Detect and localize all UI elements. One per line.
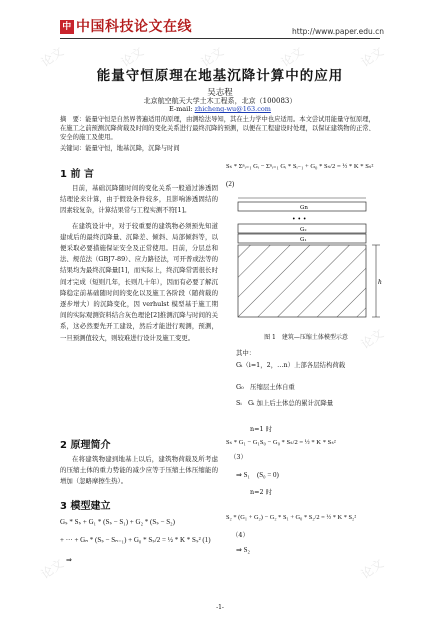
email-label: E-mail: (169, 105, 193, 113)
abstract: 摘 要：能量守恒是自然界普遍适用的原理，由测绘法导知，其在土力学中也应适用。本文尝试用能量守恒原理，在施工之前预测沉降荷载及时间的变化关系进行最终沉降的预测，以便在工程建设时处理，以保证建筑物的正常、安全的施工及使用。 (60, 116, 375, 141)
implies-symbol: ⇒ (66, 556, 72, 564)
equation-3: Sₛ * G₁ − G₁S₀ − G₀ * Sₛ/2 = ½ * K * Sₛ² (226, 439, 336, 446)
equation-3-number: （3） (230, 453, 247, 461)
where-g0: G₀ 压缩层土体自重 (236, 383, 295, 391)
layer-dots: • • • (292, 216, 307, 223)
case-n2: n=2 时 (250, 488, 272, 496)
watermark: 论文 (198, 44, 227, 70)
email-link[interactable]: zhicheng-wu@163.com (194, 105, 271, 113)
paper-email (60, 105, 380, 113)
equation-2-number: (2) (226, 180, 235, 188)
section-heading-3: 3 模型建立 (60, 501, 111, 512)
paragraph: 目前，基础沉降随时间的变化关系一般通过渗透固结理论来计算，由于假设条件较多，且影响渗透固结的因素较复杂，计算结果常与工程实测不符[1]。 (60, 184, 218, 215)
layer-g2-label: G₂ (300, 227, 307, 233)
watermark: 论文 (118, 44, 147, 70)
where-s: Sᵢ Gᵢ 加上后土体总的累计沉降量 (236, 399, 334, 407)
paper-title: 能量守恒原理在地基沉降计算中的应用 (96, 68, 344, 84)
section-2-body (60, 454, 218, 488)
equation-3-result: ⇒ S₁ (S₀ = 0) (236, 471, 279, 479)
equation-4-number: （4） (232, 531, 249, 539)
site-logo[interactable] (60, 16, 192, 36)
section-heading-1: 1 前 言 (60, 169, 94, 180)
compressed-soil-body (238, 245, 366, 317)
logo-text: 中国科技论文在线 (76, 19, 192, 35)
equation-4-result: ⇒ S₂ (236, 546, 250, 554)
case-n1: n=1 时 (250, 425, 272, 433)
keywords: 关键词：能量守恒，地基沉降，沉降与时间 (60, 145, 180, 152)
equation-1-line-2: + ··· + Gₙ * (Sₛ − Sₙ₋₁) + G₀ * Sₛ/2 = ½ * K * Sₛ² (1) (60, 536, 211, 544)
watermark: 论文 (38, 44, 67, 70)
page-number: -1- (216, 604, 224, 611)
watermark: 论文 (38, 556, 67, 582)
where-g: Gᵢ（i=1，2，…n）上部各层结构荷载 (236, 361, 346, 369)
watermark: 论文 (278, 44, 307, 70)
layer-g1-label: G₁ (300, 237, 307, 243)
section-heading-2: 2 原理简介 (60, 440, 111, 451)
watermark: 论文 (358, 44, 387, 70)
equation-1-line-1: Gₛ * Sₛ + G₁ * (Sₛ − S₁) + G₂ * (Sₛ − S₂) (60, 518, 175, 526)
site-header (0, 0, 440, 40)
where-label: 其中： (236, 349, 256, 357)
logo-mark: 中 (60, 20, 74, 34)
watermark: 论文 (358, 326, 387, 352)
figure-building-soil-model (226, 190, 386, 332)
section-1-body (60, 183, 218, 344)
paragraph: 在建筑设计中，对于较重要的建筑物必须预先知道建成后的最终沉降量、沉降差、倾斜、局部倾斜等，以便采取必要措施保证安全及正常使用。目前，分层总和法、规范法（GBJ7-89）、应力路径法，可开普或法等的结果均为最终沉降量[1]，而实际上，终沉降常需很长时间才完成（短则几年，长则几十年），因而有必要了解沉降稳定前基础随时间的变化以及施工各阶段（随荷载的逐步增大）的沉降变化，因 verhulst 模型基于施工期间的实际观测资料结合灰色理论[2]推测沉降与时间的关系，这必然要先开工建设，然后才能进行观测，预测，一旦预测值较大，则较难进行设计及施工变更。 (60, 221, 218, 342)
figure-caption: 图 1 建筑—压缩土体模型示意 (264, 334, 348, 341)
paper-affiliation: 北京航空航天大学土木工程系，北京（100083） (143, 97, 297, 105)
equation-4: S₂ * (G₁ + G₂) − G₂ * S₁ + G₀ * S₂/2 = ½ * K * S₂² (226, 514, 357, 521)
watermark: 论文 (358, 556, 387, 582)
equation-2: Sₛ * Σⁿᵢ₌₁ Gᵢ − Σⁿᵢ₌₁ Gᵢ * Sᵢ₋₁ + G₀ * Sₛ/2 = ½ * K * Sₛ² (226, 163, 374, 170)
site-url[interactable]: http://www.paper.edu.cn (292, 27, 384, 36)
paragraph: 在将建筑物建到地基上以后，建筑物荷载及所考虑的压缩土体的重力势能的减少应等于压缩土体压缩能的增加（忽略摩擦生热）。 (60, 455, 218, 486)
layer-gn-label: Gn (300, 205, 308, 211)
paper-author: 吴志程 (207, 88, 233, 98)
height-label: h (378, 279, 382, 286)
header-rule (60, 38, 380, 39)
